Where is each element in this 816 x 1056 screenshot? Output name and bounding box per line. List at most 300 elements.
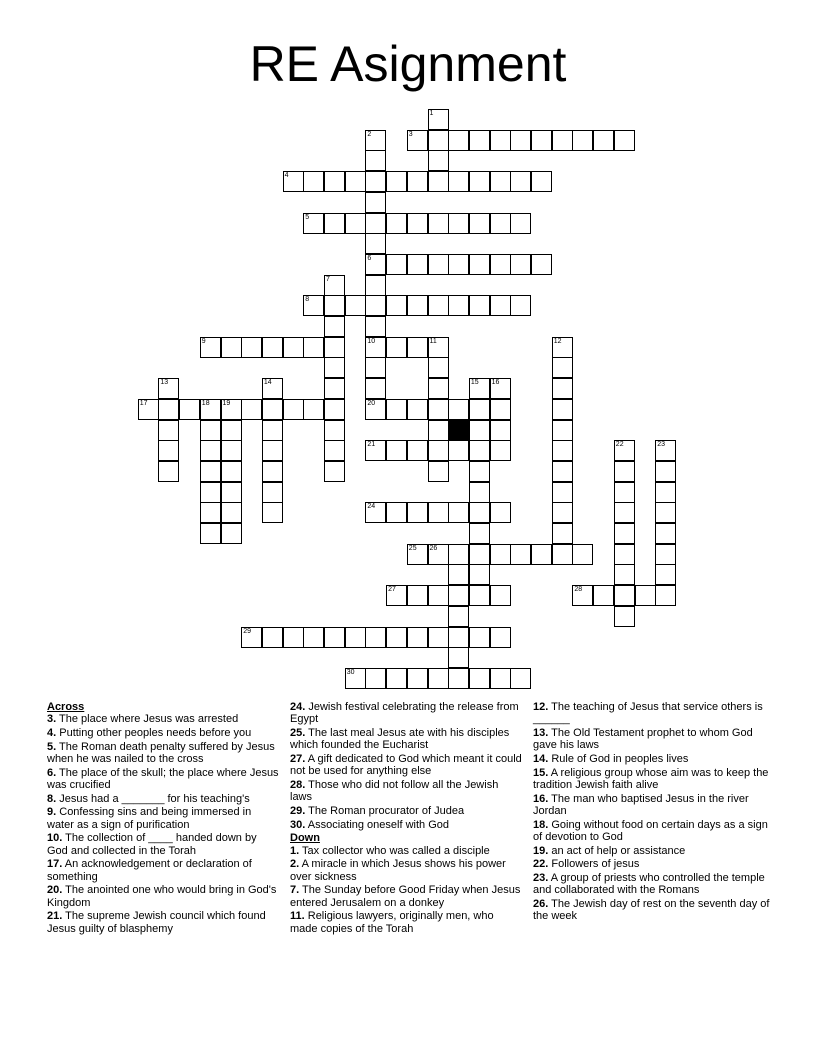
crossword-cell[interactable] xyxy=(428,585,449,606)
clue-text: The Sunday before Good Friday when Jesus entered Jerusalem on a donkey xyxy=(290,884,521,909)
crossword-cell[interactable] xyxy=(324,213,345,234)
crossword-cell[interactable] xyxy=(345,295,366,316)
crossword-cell[interactable] xyxy=(552,523,573,544)
clue-item xyxy=(533,898,773,923)
crossword-cell[interactable] xyxy=(407,440,428,461)
crossword-cell[interactable] xyxy=(552,378,573,399)
crossword-cell[interactable] xyxy=(407,337,428,358)
crossword-cell[interactable] xyxy=(221,440,242,461)
crossword-cell[interactable] xyxy=(655,585,676,606)
crossword-cell[interactable] xyxy=(490,668,511,689)
crossword-cell[interactable] xyxy=(469,461,490,482)
crossword-cell[interactable] xyxy=(552,130,573,151)
clue-number: 26 xyxy=(429,544,438,552)
crossword-cell[interactable] xyxy=(614,564,635,585)
crossword-cell[interactable] xyxy=(262,440,283,461)
clue-number-label: 28. xyxy=(290,778,306,791)
crossword-cell[interactable] xyxy=(448,171,469,192)
crossword-cell[interactable] xyxy=(407,585,428,606)
clue-number: 23 xyxy=(657,441,665,449)
crossword-cell[interactable] xyxy=(407,254,428,275)
crossword-cell[interactable] xyxy=(469,295,490,316)
clue-item xyxy=(290,910,522,935)
clue-item xyxy=(533,872,773,897)
crossword-cell[interactable] xyxy=(386,627,407,648)
crossword-cell[interactable] xyxy=(158,440,179,461)
crossword-cell[interactable] xyxy=(490,295,511,316)
clue-item xyxy=(47,793,279,805)
crossword-cell[interactable] xyxy=(531,544,552,565)
crossword-cell[interactable] xyxy=(262,482,283,503)
crossword-cell[interactable] xyxy=(552,399,573,420)
crossword-cell[interactable] xyxy=(469,254,490,275)
crossword-cell[interactable] xyxy=(365,130,386,151)
crossword-cell[interactable] xyxy=(469,213,490,234)
crossword-cell[interactable] xyxy=(324,440,345,461)
crossword-cell[interactable] xyxy=(428,420,449,441)
crossword-cell[interactable] xyxy=(572,544,593,565)
clue-text: Confessing sins and being immersed in water as a sign of purification xyxy=(47,806,252,831)
crossword-cell[interactable] xyxy=(386,502,407,523)
crossword-cell[interactable] xyxy=(200,461,221,482)
crossword-cell[interactable] xyxy=(158,378,179,399)
crossword-cell[interactable] xyxy=(283,337,304,358)
clue-number: 15 xyxy=(470,379,479,387)
clue-number-label: 9. xyxy=(47,806,57,819)
crossword-cell[interactable] xyxy=(138,399,159,420)
crossword-cell[interactable] xyxy=(469,482,490,503)
clue-number: 27 xyxy=(388,586,396,594)
crossword-cell[interactable] xyxy=(386,440,407,461)
crossword-cell[interactable] xyxy=(324,337,345,358)
crossword-cell[interactable] xyxy=(365,440,386,461)
crossword-cell[interactable] xyxy=(428,357,449,378)
crossword-cell[interactable] xyxy=(469,502,490,523)
clue-number: 10 xyxy=(367,337,376,345)
clue-number: 14 xyxy=(263,379,272,387)
crossword-cell[interactable] xyxy=(303,627,324,648)
clue-item xyxy=(47,713,279,725)
clue-text: The place of the skull; the place where Jesus was crucified xyxy=(47,766,279,791)
crossword-cell[interactable] xyxy=(345,668,366,689)
crossword-cell[interactable] xyxy=(655,482,676,503)
crossword-cell[interactable] xyxy=(614,523,635,544)
crossword-cell[interactable] xyxy=(428,668,449,689)
crossword-cell[interactable] xyxy=(635,585,656,606)
crossword-cell[interactable] xyxy=(365,213,386,234)
crossword-cell[interactable] xyxy=(655,544,676,565)
crossword-cell[interactable] xyxy=(448,399,469,420)
crossword-cell[interactable] xyxy=(469,564,490,585)
clue-number-label: 20. xyxy=(47,884,63,897)
crossword-cell[interactable] xyxy=(510,171,531,192)
crossword-cell[interactable] xyxy=(490,585,511,606)
crossword-cell[interactable] xyxy=(283,399,304,420)
crossword-cell[interactable] xyxy=(428,627,449,648)
crossword-cell[interactable] xyxy=(469,440,490,461)
crossword-cell[interactable] xyxy=(614,502,635,523)
crossword-cell[interactable] xyxy=(490,440,511,461)
crossword-cell[interactable] xyxy=(386,668,407,689)
crossword-cell[interactable] xyxy=(510,213,531,234)
crossword-cell[interactable] xyxy=(552,440,573,461)
crossword-cell[interactable] xyxy=(324,295,345,316)
clue-text: An acknowledgement or declaration of something xyxy=(47,858,252,883)
clue-number-label: 27. xyxy=(290,752,306,765)
clue-item xyxy=(290,845,522,857)
clue-item xyxy=(47,741,279,766)
crossword-cell[interactable] xyxy=(469,523,490,544)
crossword-cell[interactable] xyxy=(200,523,221,544)
crossword-cell[interactable] xyxy=(448,585,469,606)
crossword-cell[interactable] xyxy=(552,544,573,565)
clue-number-label: 25. xyxy=(290,726,306,739)
crossword-cell[interactable] xyxy=(490,399,511,420)
crossword-cell[interactable] xyxy=(552,502,573,523)
clue-item xyxy=(533,753,773,765)
crossword-cell[interactable] xyxy=(303,295,324,316)
crossword-cell[interactable] xyxy=(241,337,262,358)
clue-text: Jewish festival celebrating the release from Egypt xyxy=(290,701,519,726)
crossword-cell[interactable] xyxy=(365,295,386,316)
clue-text: Putting other peoples needs before you xyxy=(56,726,252,739)
clue-text: The Roman procurator of Judea xyxy=(305,804,465,817)
crossword-cell[interactable] xyxy=(448,213,469,234)
clue-number-label: 23. xyxy=(533,871,549,884)
crossword-cell[interactable] xyxy=(365,316,386,337)
crossword-cell[interactable] xyxy=(428,150,449,171)
crossword-cell[interactable] xyxy=(448,440,469,461)
clue-text: The Jewish day of rest on the seventh day of the week xyxy=(533,897,770,923)
crossword-cell[interactable] xyxy=(490,378,511,399)
clue-text: The supreme Jewish council which found Jesus guilty of blasphemy xyxy=(47,910,266,935)
crossword-cell[interactable] xyxy=(407,627,428,648)
crossword-cell[interactable] xyxy=(303,213,324,234)
crossword-cell[interactable] xyxy=(221,399,242,420)
crossword-cell[interactable] xyxy=(448,647,469,668)
crossword-cell[interactable] xyxy=(158,420,179,441)
crossword-cell[interactable] xyxy=(448,668,469,689)
crossword-cell[interactable] xyxy=(407,502,428,523)
clue-number: 25 xyxy=(408,544,417,552)
crossword-cell[interactable] xyxy=(614,585,635,606)
crossword-cell[interactable] xyxy=(448,564,469,585)
clue-item xyxy=(533,858,773,870)
crossword-cell[interactable] xyxy=(531,171,552,192)
crossword-cell[interactable] xyxy=(428,213,449,234)
crossword-cell[interactable] xyxy=(324,316,345,337)
crossword-cell[interactable] xyxy=(221,420,242,441)
clue-number: 2 xyxy=(367,130,372,138)
crossword-cell[interactable] xyxy=(531,254,552,275)
crossword-cell[interactable] xyxy=(531,130,552,151)
clue-number: 11 xyxy=(429,337,437,345)
crossword-cell[interactable] xyxy=(655,523,676,544)
clue-text: Going without food on certain days as a sign of devotion to God xyxy=(533,818,768,843)
clue-number-label: 4. xyxy=(47,726,57,739)
clues-heading-down: Down xyxy=(290,832,320,845)
clue-item xyxy=(290,884,522,909)
crossword-cell[interactable] xyxy=(490,213,511,234)
crossword-cell[interactable] xyxy=(407,544,428,565)
crossword-cell[interactable] xyxy=(365,337,386,358)
crossword-cell[interactable] xyxy=(365,233,386,254)
crossword-cell[interactable] xyxy=(448,502,469,523)
clue-text: The man who baptised Jesus in the river Jordan xyxy=(533,792,749,817)
crossword-cell[interactable] xyxy=(407,668,428,689)
crossword-cell[interactable] xyxy=(158,399,179,420)
crossword-cell[interactable] xyxy=(345,213,366,234)
clue-text: A religious group whose aim was to keep the tradition Jewish faith alive xyxy=(533,766,769,791)
crossword-cell[interactable] xyxy=(345,171,366,192)
crossword-cell[interactable] xyxy=(365,171,386,192)
crossword-cell[interactable] xyxy=(365,399,386,420)
crossword-cell[interactable] xyxy=(262,461,283,482)
crossword-cell[interactable] xyxy=(469,668,490,689)
clue-number: 1 xyxy=(429,110,434,117)
clue-item xyxy=(290,701,522,726)
clue-item xyxy=(290,819,522,831)
crossword-cell[interactable] xyxy=(303,337,324,358)
crossword-cell[interactable] xyxy=(365,668,386,689)
crossword-cell[interactable] xyxy=(469,130,490,151)
crossword-cell[interactable] xyxy=(262,627,283,648)
crossword-cell[interactable] xyxy=(428,254,449,275)
crossword-cell[interactable] xyxy=(552,482,573,503)
crossword-cell[interactable] xyxy=(448,130,469,151)
crossword-cell[interactable] xyxy=(552,337,573,358)
crossword-cell[interactable] xyxy=(407,213,428,234)
crossword-cell[interactable] xyxy=(221,523,242,544)
crossword-cell[interactable] xyxy=(221,502,242,523)
crossword-cell[interactable] xyxy=(158,461,179,482)
crossword-cell[interactable] xyxy=(593,585,614,606)
crossword-cell[interactable] xyxy=(428,461,449,482)
crossword-cell[interactable] xyxy=(262,378,283,399)
crossword-cell[interactable] xyxy=(510,668,531,689)
clue-item xyxy=(533,701,773,726)
crossword-cell[interactable] xyxy=(303,171,324,192)
clue-number-label: 14. xyxy=(533,752,549,765)
crossword-cell[interactable] xyxy=(490,420,511,441)
crossword-cell[interactable] xyxy=(200,399,221,420)
crossword-cell[interactable] xyxy=(428,337,449,358)
clue-item xyxy=(533,845,773,857)
crossword-cell[interactable] xyxy=(490,544,511,565)
crossword-cell[interactable] xyxy=(303,399,324,420)
crossword-cell[interactable] xyxy=(324,378,345,399)
clue-text: Followers of jesus xyxy=(548,858,640,871)
crossword-cell[interactable] xyxy=(552,357,573,378)
crossword-cell[interactable] xyxy=(469,378,490,399)
crossword-cell[interactable] xyxy=(365,254,386,275)
clue-text: an act of help or assistance xyxy=(548,844,686,857)
clue-number: 5 xyxy=(305,213,310,221)
crossword-cell[interactable] xyxy=(428,399,449,420)
crossword-cell[interactable] xyxy=(572,130,593,151)
crossword-cell[interactable] xyxy=(448,627,469,648)
crossword-cell[interactable] xyxy=(200,337,221,358)
crossword-cell[interactable] xyxy=(572,585,593,606)
crossword-cell[interactable] xyxy=(324,399,345,420)
crossword-cell[interactable] xyxy=(221,337,242,358)
crossword-cell[interactable] xyxy=(510,295,531,316)
clue-number-label: 17. xyxy=(47,858,63,871)
crossword-cell[interactable] xyxy=(324,275,345,296)
crossword-cell[interactable] xyxy=(200,420,221,441)
clue-number: 7 xyxy=(326,275,330,283)
crossword-cell[interactable] xyxy=(407,171,428,192)
clue-text: The Old Testament prophet to whom God gave his laws xyxy=(533,726,753,752)
crossword-cell[interactable] xyxy=(262,502,283,523)
clue-item xyxy=(290,779,522,804)
crossword-cell[interactable] xyxy=(200,502,221,523)
clues-column-1 xyxy=(47,701,279,936)
crossword-cell[interactable] xyxy=(448,254,469,275)
clues-column-2 xyxy=(290,701,522,936)
crossword-cell[interactable] xyxy=(386,254,407,275)
clue-item xyxy=(533,767,773,792)
clue-number-label: 15. xyxy=(533,766,549,779)
clue-item xyxy=(47,858,279,883)
crossword-cell[interactable] xyxy=(324,171,345,192)
crossword-cell[interactable] xyxy=(428,544,449,565)
crossword-cell[interactable] xyxy=(428,130,449,151)
crossword-cell[interactable] xyxy=(262,420,283,441)
crossword-cell[interactable] xyxy=(365,627,386,648)
crossword-cell[interactable] xyxy=(365,357,386,378)
crossword-cell[interactable] xyxy=(221,482,242,503)
clue-number: 3 xyxy=(408,130,413,138)
clue-number: 19 xyxy=(222,399,231,407)
crossword-cell[interactable] xyxy=(386,213,407,234)
crossword-cell[interactable] xyxy=(386,171,407,192)
clue-number-label: 30. xyxy=(290,818,306,831)
clue-text: The last meal Jesus ate with his disciples which founded the Eucharist xyxy=(290,726,510,752)
clue-text: A miracle in which Jesus shows his power over sickness xyxy=(290,858,506,883)
crossword-cell[interactable] xyxy=(614,440,635,461)
clues-heading-across: Across xyxy=(47,701,85,713)
crossword-cell[interactable] xyxy=(407,130,428,151)
crossword-cell[interactable] xyxy=(428,502,449,523)
crossword-cell[interactable] xyxy=(552,461,573,482)
crossword-cell[interactable] xyxy=(469,399,490,420)
crossword-cell[interactable] xyxy=(448,544,469,565)
crossword-cell[interactable] xyxy=(490,130,511,151)
crossword-cell[interactable] xyxy=(221,461,242,482)
crossword-cell[interactable] xyxy=(365,275,386,296)
clue-item xyxy=(47,884,279,909)
crossword-cell[interactable] xyxy=(510,130,531,151)
crossword-cell[interactable] xyxy=(655,502,676,523)
crossword-cell[interactable] xyxy=(365,192,386,213)
crossword-cell[interactable] xyxy=(655,461,676,482)
clue-number-label: 3. xyxy=(47,713,57,726)
crossword-cell[interactable] xyxy=(428,440,449,461)
crossword-cell[interactable] xyxy=(614,544,635,565)
crossword-cell[interactable] xyxy=(365,378,386,399)
crossword-cell[interactable] xyxy=(552,420,573,441)
clue-number: 30 xyxy=(346,668,355,676)
clue-text: The Roman death penalty suffered by Jesus when he was nailed to the cross xyxy=(47,740,275,765)
crossword-cell[interactable] xyxy=(179,399,200,420)
clue-text: The anointed one who would bring in God's Kingdom xyxy=(47,884,277,909)
crossword-cell[interactable] xyxy=(283,627,304,648)
crossword-cell[interactable] xyxy=(655,564,676,585)
clue-text: Rule of God in peoples lives xyxy=(548,752,689,765)
crossword-cell[interactable] xyxy=(386,399,407,420)
crossword-cell[interactable] xyxy=(428,109,449,130)
crossword-cell[interactable] xyxy=(365,150,386,171)
crossword-cell[interactable] xyxy=(428,171,449,192)
crossword-cell[interactable] xyxy=(262,399,283,420)
clue-text: A group of priests who controlled the temple and collaborated with the Romans xyxy=(533,871,765,897)
clue-number: 12 xyxy=(553,337,562,345)
crossword-cell[interactable] xyxy=(448,606,469,627)
crossword-cell[interactable] xyxy=(490,627,511,648)
clue-text: A gift dedicated to God which meant it could not be used for anything else xyxy=(290,752,522,778)
crossword-cell[interactable] xyxy=(241,627,262,648)
crossword-cell[interactable] xyxy=(614,606,635,627)
crossword-cell[interactable] xyxy=(614,482,635,503)
clue-number-label: 16. xyxy=(533,792,549,805)
clue-number: 18 xyxy=(201,399,210,407)
crossword-cell[interactable] xyxy=(386,585,407,606)
crossword-cell[interactable] xyxy=(200,482,221,503)
clue-number-label: 22. xyxy=(533,858,549,871)
crossword-cell[interactable] xyxy=(490,171,511,192)
clue-number: 29 xyxy=(243,627,251,635)
crossword-cell[interactable] xyxy=(614,461,635,482)
crossword-cell[interactable] xyxy=(469,627,490,648)
crossword-cell[interactable] xyxy=(428,295,449,316)
crossword-cell[interactable] xyxy=(324,420,345,441)
crossword-cell[interactable] xyxy=(490,254,511,275)
clue-text: Jesus had a _______ for his teaching's xyxy=(56,792,250,805)
crossword-cell[interactable] xyxy=(324,461,345,482)
clue-number-label: 6. xyxy=(47,766,57,779)
crossword-cell[interactable] xyxy=(407,399,428,420)
crossword-cell[interactable] xyxy=(365,502,386,523)
crossword-cell[interactable] xyxy=(655,440,676,461)
crossword-cell[interactable] xyxy=(469,544,490,565)
crossword-cell[interactable] xyxy=(407,295,428,316)
crossword-cell[interactable] xyxy=(490,502,511,523)
crossword-cell[interactable] xyxy=(200,440,221,461)
crossword-cell[interactable] xyxy=(262,337,283,358)
crossword-cell[interactable] xyxy=(386,295,407,316)
crossword-cell[interactable] xyxy=(469,171,490,192)
crossword-cell[interactable] xyxy=(510,254,531,275)
clue-number: 13 xyxy=(160,379,169,387)
crossword-cell[interactable] xyxy=(345,627,366,648)
crossword-cell[interactable] xyxy=(428,378,449,399)
clue-number: 9 xyxy=(201,337,206,345)
crossword-cell[interactable] xyxy=(386,337,407,358)
crossword-cell[interactable] xyxy=(469,420,490,441)
crossword-cell[interactable] xyxy=(324,627,345,648)
crossword-cell[interactable] xyxy=(593,130,614,151)
crossword-cell[interactable] xyxy=(469,585,490,606)
crossword-cell[interactable] xyxy=(283,171,304,192)
crossword-cell[interactable] xyxy=(448,295,469,316)
crossword-cell[interactable] xyxy=(241,399,262,420)
crossword-cell[interactable] xyxy=(614,130,635,151)
clue-number-label: 5. xyxy=(47,740,57,753)
clue-text: Those who did not follow all the Jewish laws xyxy=(290,778,499,804)
crossword-cell[interactable] xyxy=(324,357,345,378)
crossword-cell[interactable] xyxy=(510,544,531,565)
